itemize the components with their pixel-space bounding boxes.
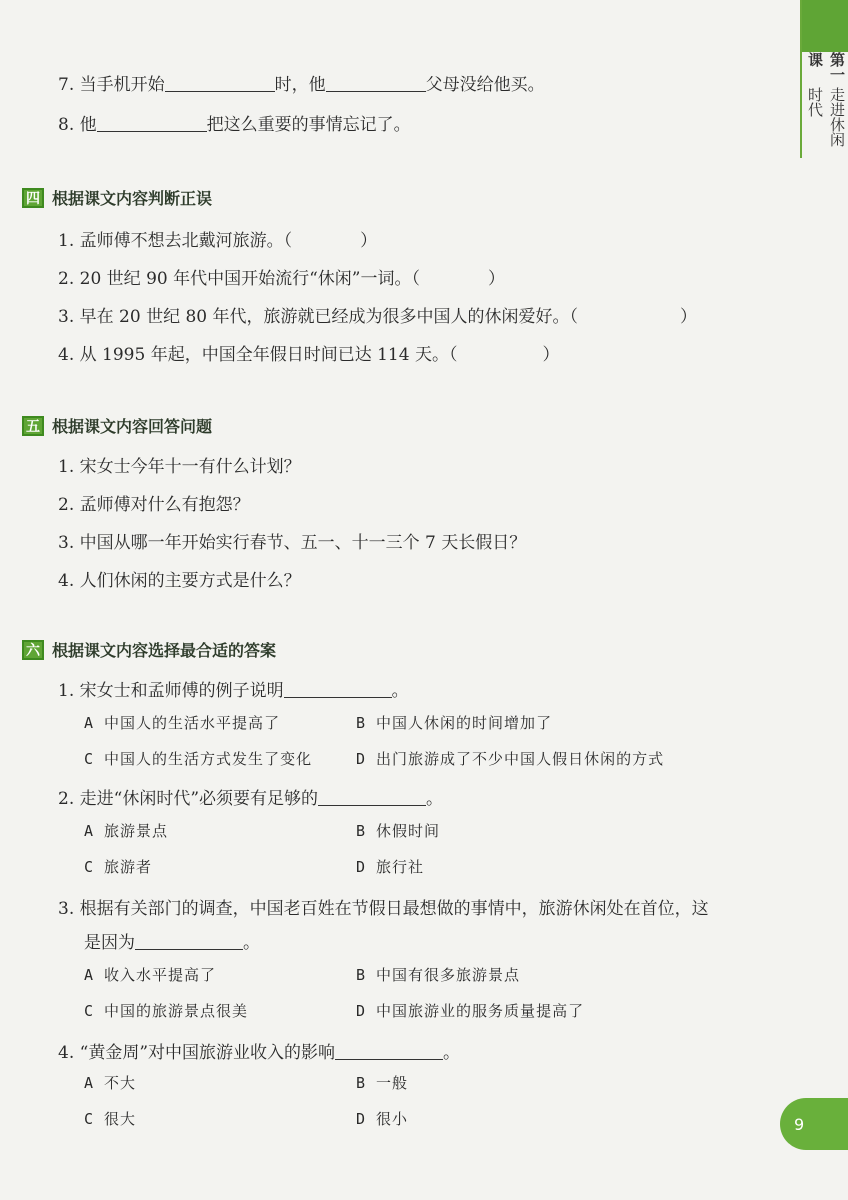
- answer-paren[interactable]: （ ）: [283, 231, 378, 251]
- option-b[interactable]: B 休假时间: [356, 822, 441, 840]
- item-text: 宋女士今年十一有什么计划？: [79, 457, 301, 477]
- section-title: 根据课文内容回答问题: [52, 417, 213, 436]
- answer-blank[interactable]: [284, 681, 392, 698]
- item-number: 2.: [58, 269, 75, 289]
- item-text: 是因为: [84, 933, 135, 953]
- true-false-item: [58, 264, 505, 289]
- section-title: 根据课文内容选择最合适的答案: [52, 641, 277, 660]
- option-a[interactable]: A 旅游景点: [84, 822, 169, 840]
- item-text: 早在 20 世纪 80 年代，旅游就已经成为很多中国人的休闲爱好。: [79, 307, 570, 327]
- option-b[interactable]: B 中国有很多旅游景点: [356, 966, 521, 984]
- option-b[interactable]: B 中国人休闲的时间增加了: [356, 714, 553, 732]
- item-number: 3.: [58, 307, 75, 327]
- answer-blank[interactable]: [135, 933, 243, 950]
- choice-question-continued: [84, 928, 260, 953]
- item-text: “黄金周”对中国旅游业收入的影响: [79, 1043, 336, 1063]
- item-text: 孟师傅不想去北戴河旅游。: [79, 231, 284, 251]
- section-heading: [22, 186, 212, 209]
- item-number: 3.: [58, 533, 75, 553]
- item-number: 7.: [58, 75, 75, 95]
- item-text: 人们休闲的主要方式是什么？: [79, 571, 301, 591]
- exercise-item: [58, 110, 411, 135]
- answer-blank[interactable]: [97, 115, 207, 132]
- chapter-tab-color-block: [802, 0, 848, 52]
- option-d[interactable]: D 旅行社: [356, 858, 425, 876]
- option-d[interactable]: D 出门旅游成了不少中国人假日休闲的方式: [356, 750, 665, 768]
- item-text: 从 1995 年起，中国全年假日时间已达 114 天。: [79, 345, 449, 365]
- option-a[interactable]: A 不大: [84, 1074, 137, 1092]
- item-text: 当手机开始: [79, 75, 165, 95]
- item-text: 根据有关部门的调查，中国老百姓在节假日最想做的事情中，旅游休闲处在首位，这: [79, 899, 709, 919]
- true-false-item: [58, 226, 377, 251]
- option-c[interactable]: C 旅游者: [84, 858, 153, 876]
- choice-question: [58, 676, 409, 701]
- option-d[interactable]: D 很小: [356, 1110, 409, 1128]
- item-number: 4.: [58, 345, 75, 365]
- item-number: 2.: [58, 495, 75, 515]
- item-text: 孟师傅对什么有抱怨？: [79, 495, 250, 515]
- item-number: 1.: [58, 457, 75, 477]
- option-d[interactable]: D 中国旅游业的服务质量提高了: [356, 1002, 585, 1020]
- answer-paren[interactable]: （ ）: [569, 307, 698, 327]
- option-a[interactable]: A 中国人的生活水平提高了: [84, 714, 281, 732]
- option-c[interactable]: C 很大: [84, 1110, 137, 1128]
- item-text: 。: [443, 1043, 461, 1063]
- section-number-badge: 四: [22, 188, 44, 208]
- chapter-title: 走进休闲时代: [806, 87, 846, 148]
- answer-blank[interactable]: [335, 1043, 443, 1060]
- item-text: 时，他: [274, 75, 326, 95]
- item-number: 1.: [58, 681, 75, 701]
- section-title: 根据课文内容判断正误: [52, 189, 213, 208]
- chapter-tab: [800, 0, 848, 158]
- item-text: 把这么重要的事情忘记了。: [206, 115, 411, 135]
- item-text: 他: [79, 115, 97, 135]
- item-text: 。: [391, 681, 409, 701]
- item-number: 2.: [58, 789, 75, 809]
- option-a[interactable]: A 收入水平提高了: [84, 966, 217, 984]
- answer-paren[interactable]: （ ）: [411, 269, 505, 289]
- item-text: 宋女士和孟师傅的例子说明: [79, 681, 284, 701]
- section-heading: [22, 638, 276, 661]
- item-number: 3.: [58, 899, 75, 919]
- item-number: 4.: [58, 1043, 75, 1063]
- section-heading: [22, 414, 212, 437]
- true-false-item: [58, 340, 559, 365]
- section-number-badge: 五: [22, 416, 44, 436]
- question-item: [58, 452, 301, 477]
- item-text: 。: [243, 933, 260, 953]
- item-text: 走进“休闲时代”必须要有足够的: [79, 789, 319, 809]
- true-false-item: [58, 302, 697, 327]
- choice-question: [58, 784, 443, 809]
- page-number-tab: 9: [780, 1098, 848, 1150]
- item-number: 4.: [58, 571, 75, 591]
- choice-question: [58, 894, 709, 919]
- section-number-badge: 六: [22, 640, 44, 660]
- exercise-item: [58, 70, 545, 95]
- answer-blank[interactable]: [326, 75, 426, 92]
- question-item: [58, 566, 301, 591]
- answer-blank[interactable]: [318, 789, 426, 806]
- option-b[interactable]: B 一般: [356, 1074, 409, 1092]
- question-item: [58, 490, 250, 515]
- item-text: 20 世纪 90 年代中国开始流行“休闲”一词。: [79, 269, 412, 289]
- answer-paren[interactable]: （ ）: [448, 345, 560, 365]
- item-text: 。: [426, 789, 444, 809]
- option-c[interactable]: C 中国人的生活方式发生了变化: [84, 750, 313, 768]
- item-number: 1.: [58, 231, 75, 251]
- answer-blank[interactable]: [165, 75, 275, 92]
- item-text: 中国从哪一年开始实行春节、五一、十一三个 7 天长假日？: [79, 533, 527, 553]
- chapter-lesson: 第一课: [806, 52, 846, 82]
- item-text: 父母没给他买。: [425, 75, 545, 95]
- question-item: [58, 528, 526, 553]
- choice-question: [58, 1038, 460, 1063]
- item-number: 8.: [58, 115, 75, 135]
- option-c[interactable]: C 中国的旅游景点很美: [84, 1002, 249, 1020]
